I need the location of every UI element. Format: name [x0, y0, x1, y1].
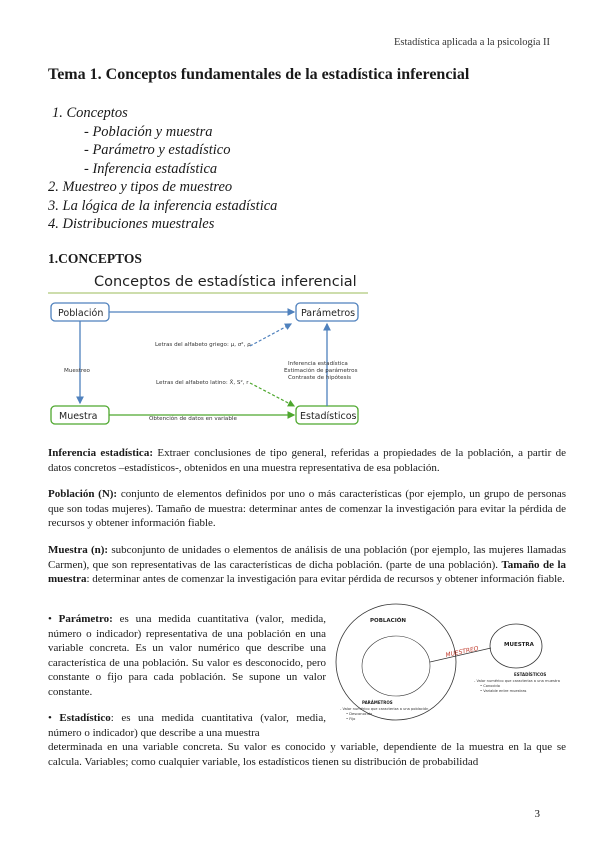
parametros-line-3: • Fijo — [346, 717, 356, 721]
box-estadisticos-label: Estadísticos — [300, 411, 357, 422]
term-tamano-muestra: Tamaño de la muestra — [48, 558, 566, 585]
population-sample-figure — [334, 600, 570, 724]
section-heading: 1.CONCEPTOS — [48, 251, 142, 266]
label-greek-letters: Letras del alfabeto griego: μ, σ², ρ — [155, 342, 251, 348]
paragraph-inferencia — [48, 446, 566, 475]
estadisticos-line-1: - Valor numérico que caracteriza a una muestra — [474, 679, 560, 683]
concepts-diagram — [48, 266, 368, 431]
dashed-greek-pointer — [250, 324, 291, 346]
muestra-label: MUESTRA — [504, 642, 534, 648]
page-number: 3 — [534, 808, 540, 820]
estadisticos-line-2: • Conocido — [480, 684, 500, 688]
text-poblacion: conjunto de elementos definidos por uno o más características (por ejemplo, un grupo de personas que son todas mujeres). Tamaño de muestra: determinar antes de comenzar la investigación para evitar la pérdida de recursos y obtener información fiable. — [48, 488, 566, 529]
text-inferencia: Extraer conclusiones de tipo general, referidas a propiedades de la población, a partir de datos concretos –estadísticos-, obtenidos en una muestra representativa de esa población. — [48, 447, 566, 474]
text-muestra-b: : determinar antes de comenzar la investigación para evitar pérdida de recursos y obtener información fiable. — [86, 573, 565, 585]
term-inferencia: Inferencia estadística: — [48, 447, 153, 459]
term-parametro: Parámetro: — [58, 613, 113, 625]
term-muestra: Muestra (n): — [48, 544, 109, 556]
parametros-title: PARÁMETROS — [362, 700, 393, 705]
poblacion-label: POBLACIÓN — [370, 618, 407, 624]
estadisticos-title: ESTADÍSTICOS — [514, 672, 547, 677]
paragraph-estadistico — [48, 711, 326, 740]
label-obtencion: Obtención de datos en variable — [149, 416, 237, 422]
bullet-estadistico: • — [48, 712, 60, 724]
label-inferencia-1: Inferencia estadística — [288, 361, 348, 367]
muestreo-label: MUESTREO — [444, 645, 480, 659]
box-poblacion-label: Población — [58, 308, 104, 319]
diagram-title: Conceptos de estadística inferencial — [94, 274, 357, 290]
estadisticos-line-3: • Variable entre muestras — [480, 689, 527, 693]
box-muestra-label: Muestra — [59, 411, 98, 422]
text-muestra-a: subconjunto de unidades o elementos de análisis de una población (por ejemplo, las mujeres llamadas Carmen), que son representativas de las características de dicha población. (parte de una población). — [48, 544, 566, 571]
label-inferencia-3: Contraste de hipótesis — [288, 375, 351, 381]
page-title: Tema 1. Conceptos fundamentales de la estadística inferencial — [48, 66, 470, 83]
toc-subitem-1: - Población y muestra — [84, 123, 213, 140]
paragraph-muestra — [48, 543, 566, 587]
text-estadistico: : es una medida cuantitativa (valor, media, número o indicador) que describe a una muestra — [48, 712, 326, 739]
paragraph-parametro — [48, 612, 326, 699]
toc-item-4: 4. Distribuciones muestrales — [48, 216, 215, 232]
text-parametro: es una medida cuantitativa (valor, medida, número o indicador) representativa de una población en una variable concreta. Es un valor numérico que describe una característica de una población. Su valor es desconocido, pero constante o fijo para cada población. Se supone un valor constante. — [48, 613, 327, 698]
term-poblacion: Población (N): — [48, 488, 118, 500]
paragraph-estadistico-continued: determinada en una variable concreta. Su valor es conocido y variable, dependiente de la muestra en la que se calcula. Variables; como cualquier variable, los estadísticos tienen su distribución de probabilidad — [48, 741, 566, 768]
parametros-line-2: • Desconocido — [346, 712, 373, 716]
label-inferencia-2: Estimación de parámetros — [284, 368, 358, 374]
toc-item-3: 3. La lógica de la inferencia estadística — [48, 197, 278, 214]
running-header: Estadística aplicada a la psicología II — [394, 37, 550, 48]
parametros-line-1: - Valor numérico que caracteriza a una población — [340, 707, 429, 711]
box-parametros-label: Parámetros — [301, 308, 356, 319]
toc-item-1: 1. Conceptos — [52, 105, 128, 121]
label-muestreo: Muestreo — [64, 368, 90, 374]
toc-item-2: 2. Muestreo y tipos de muestreo — [48, 179, 233, 195]
label-latin-letters: Letras del alfabeto latino: X̄, S², r — [156, 380, 249, 386]
table-of-contents — [48, 104, 277, 234]
term-estadistico: Estadístico — [59, 712, 111, 724]
paragraph-poblacion — [48, 487, 566, 531]
toc-subitem-2: - Parámetro y estadístico — [84, 142, 231, 158]
dashed-latin-pointer — [250, 383, 294, 406]
bullet-parametro: • — [48, 613, 59, 625]
toc-subitem-3: - Inferencia estadística — [84, 160, 218, 177]
poblacion-inner-circle — [362, 636, 430, 696]
